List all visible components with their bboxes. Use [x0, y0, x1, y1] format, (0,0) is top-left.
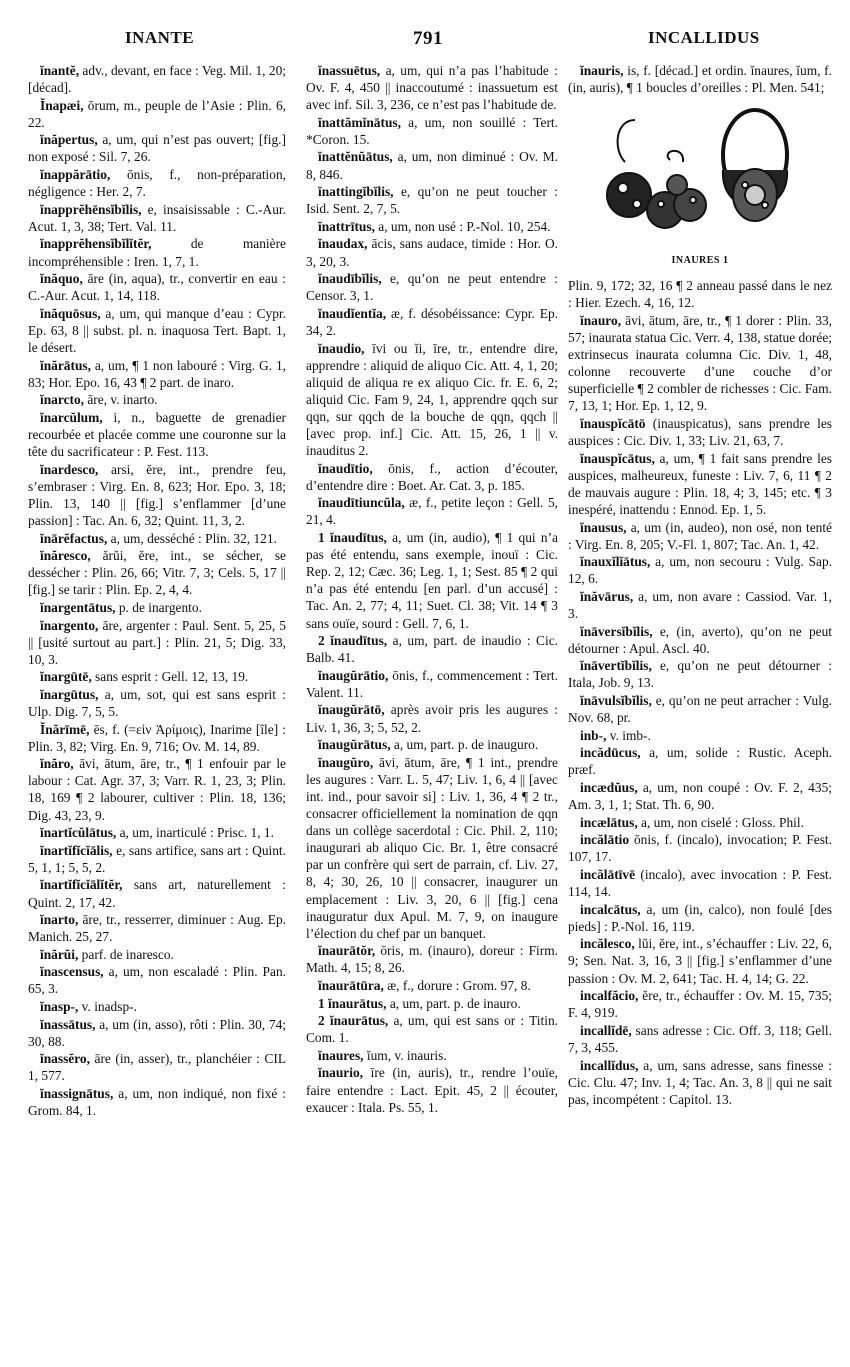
- entry-headword: incălesco,: [580, 936, 635, 952]
- entry-definition: i, n., baguette de grenadier recourbée et placée comme une couronne sur la tête du sacrificateur : P. Fest. 113.: [28, 409, 286, 460]
- entry-definition: (inauspicatus), sans prendre les auspices : Cic. Div. 1, 33; Liv. 21, 63, 7.: [568, 416, 832, 449]
- entry-definition: āre (in, asser), tr., planchéier : CIL 1, 577.: [28, 1051, 286, 1084]
- dictionary-entry: [28, 1016, 286, 1050]
- entry-definition: sans adresse : Cic. Off. 3, 118; Gell. 7, 3, 455.: [568, 1022, 832, 1055]
- entry-headword: ĭnaurātūra,: [318, 977, 384, 993]
- dictionary-entry: [28, 755, 286, 823]
- entry-definition: parf. de inaresco.: [78, 946, 174, 962]
- dictionary-entry: [28, 824, 286, 841]
- entry-headword: ĭnasp-,: [40, 999, 79, 1015]
- figure-caption: INAURES 1: [671, 255, 729, 267]
- entry-definition: a, um, sans adresse, sans finesse : Cic. Clu. 47; Inv. 1, 4; Tac. An. 3, 8 || qui ne sait pas, incompétent : Capitol. 13.: [568, 1057, 832, 1107]
- entry-headword: ĭnauxĭlĭātus,: [580, 554, 651, 570]
- entry-headword: incallĭdē,: [580, 1022, 632, 1038]
- dictionary-entry: [306, 995, 558, 1012]
- dictionary-entry: [28, 97, 286, 131]
- entry-definition: īre (in, auris), tr., rendre l’ouïe, faire entendre : Lact. Epit. 45, 2 || écouter, exaucer : Itala. Ps. 55, 1.: [306, 1065, 558, 1115]
- entry-definition: a, um, part. p. de inauguro.: [390, 737, 539, 753]
- entry-headword: incălātīvē: [580, 866, 636, 882]
- dictionary-entry: [568, 727, 832, 744]
- entry-headword: ĭnattingĭbĭlis,: [318, 184, 394, 200]
- dictionary-entry: [306, 977, 558, 994]
- entry-definition: a, um, inarticulé : Prisc. 1, 1.: [116, 825, 274, 841]
- entry-headword: ĭnargento,: [40, 617, 99, 633]
- dictionary-entry: [306, 1064, 558, 1115]
- dictionary-entry: [568, 553, 832, 587]
- entry-definition: de manière incompréhensible : Iren. 1, 7, 1.: [28, 236, 286, 269]
- entry-definition: a, um, non ciselé : Gloss. Phil.: [637, 814, 804, 830]
- dictionary-entry: [306, 942, 558, 976]
- entry-definition: a, um, non usé : P.-Nol. 10, 254.: [374, 218, 551, 234]
- entry-definition: īvi ou ĭi, īre, tr., entendre dire, apprendre : aliquid de aliquo Cic. Att. 4, 1, 20; aliquid de aliqua re ex aliquo Cic. fr. E. 6, 2; aliquid Cic. Fam 9, 24, 1, apprendre qqch sur qqn, sur qqch de la bouche de qqn, qqch || [avec prop. inf.] Cic. Att. 15, 26, 1 || v. inauditus 2.: [306, 340, 558, 459]
- entry-definition: æ, f., dorure : Grom. 97, 8.: [383, 977, 531, 993]
- entry-headword: ĭnăquo,: [40, 271, 83, 287]
- column-3: [568, 62, 832, 1108]
- entry-definition: āvi, ātum, āre, tr., ¶ 1 enfouir par le labour : Cat. Agr. 37, 3; Varr. R. 1, 23, 3; Plin. 18, 169 ¶ 2 labourer, cultiver : Plin. 18, 136; Dig. 43, 23, 9.: [28, 756, 286, 823]
- dictionary-entry: [568, 692, 832, 726]
- entry-headword: incallĭdus,: [580, 1057, 639, 1073]
- entry-headword: ĭnărātus,: [40, 357, 91, 373]
- dictionary-entry: [28, 617, 286, 668]
- entry-headword: incædŭus,: [580, 780, 638, 795]
- entry-headword: ĭnaures,: [318, 1047, 364, 1063]
- dictionary-entry: [28, 876, 286, 910]
- column-1: [28, 62, 286, 1120]
- entry-headword: ĭnaudĭentĭa,: [318, 305, 387, 321]
- dictionary-entry: [568, 62, 832, 96]
- dictionary-entry: [568, 866, 832, 900]
- column-2: [306, 62, 558, 1116]
- entry-headword: ĭnassignātus,: [40, 1086, 114, 1102]
- entry-headword: ĭnauris,: [580, 63, 624, 78]
- entry-headword: incălātio: [580, 832, 630, 848]
- dictionary-entry: [306, 183, 558, 217]
- entry-definition: a, um, non coupé : Ov. F. 2, 435; Am. 3, 1, 1; Stat. Th. 6, 90.: [568, 780, 832, 813]
- dictionary-entry: [306, 305, 558, 339]
- entry-definition: a, um, non diminué : Ov. M. 8, 846.: [306, 149, 558, 182]
- dictionary-entry: [28, 1050, 286, 1084]
- dictionary-entry: [28, 201, 286, 235]
- entry-definition: e, qu’on ne peut arracher : Vulg. Nov. 68, pr.: [568, 693, 832, 726]
- entry-headword: 1 ĭnaudītus,: [318, 530, 387, 546]
- dictionary-entry: [568, 987, 832, 1021]
- dictionary-entry: [306, 1047, 558, 1064]
- entry-headword: ĭnauro,: [580, 312, 622, 328]
- entry-definition: après avoir pris les augures : Liv. 1, 36, 3; 5, 52, 2.: [306, 702, 558, 735]
- entry-definition: sans art, naturellement : Quint. 2, 17, 42.: [28, 877, 286, 910]
- entry-definition: ēs, f. (=εἰν Ἀρίμοις), Inarime [île] : Plin. 3, 82; Virg. En. 9, 716; Ov. M. 14, 89.: [28, 721, 286, 754]
- entry-headword: ĭnardesco,: [40, 461, 99, 477]
- entry-definition: e, insaisissable : C.-Aur. Acut. 1, 3, 38; Tert. Val. 11.: [28, 201, 286, 234]
- entry-definition: a, um (in, audio), ¶ 1 qui n’a pas été entendu, sans exemple, inouï : Cic. Rep. 2, 12; Cæc. 36; Leg. 1, 1; Sest. 85 ¶ 2 qui n’a pas été entendu [en parl. d’un accusé] : Tac. An. 2, 77; 4, 11; Suet. Cl. 38; Vit. 14 ¶ 3 sans ouïe, sourd : Gell. 7, 6, 1.: [306, 530, 558, 631]
- dictionary-entry: [28, 357, 286, 391]
- page-number: 791: [413, 28, 443, 49]
- entry-headword: ĭnarcto,: [40, 392, 85, 408]
- dictionary-entry: [306, 218, 558, 235]
- entry-definition: a, um, part. de inaudio : Cic. Balb. 41.: [306, 633, 558, 666]
- dictionary-entry: [568, 623, 832, 657]
- dictionary-entry: [306, 754, 558, 942]
- entry-definition: āre, tr., resserrer, diminuer : Aug. Ep. Manich. 25, 27.: [28, 912, 286, 945]
- dictionary-entry: [306, 340, 558, 460]
- dictionary-entry: [28, 1085, 286, 1119]
- dictionary-entry: [306, 235, 558, 269]
- entry-definition: a, um, non avare : Cassiod. Var. 1, 3.: [568, 588, 832, 622]
- entry-headword: ĭnapprĕhēnsĭbĭlis,: [40, 201, 142, 217]
- entry-definition: e, sans artifice, sans art : Quint. 5, 1, 1; 5, 5, 2.: [28, 842, 286, 875]
- entry-definition: æ, f. désobéissance: Cypr. Ep. 34, 2.: [306, 305, 558, 338]
- entry-definition: a, um, non escaladé : Plin. Pan. 65, 3.: [28, 964, 286, 997]
- entry-definition: ōris, m. (inauro), doreur : Firm. Math. 4, 15; 8, 26.: [306, 943, 558, 976]
- entry-headword: ĭnāvertĭbĭlis,: [580, 658, 652, 674]
- entry-headword: ĭnassĕro,: [40, 1051, 90, 1067]
- entry-definition: e, (in, averto), qu’on ne peut détourner : Apul. Ascl. 40.: [568, 623, 832, 656]
- dictionary-entry: [28, 946, 286, 963]
- entry-definition: a, um, qui n’a pas l’habitude : Ov. F. 4, 450 || inaccoutumé : inassuetum est avec inf. Sil. 3, 236, ce n’est pas l’habitude de.: [306, 63, 558, 113]
- dictionary-entry: [568, 450, 832, 518]
- dictionary-entry: [306, 1012, 558, 1046]
- entry-definition: a, um, solide : Rustic. Aceph. præf.: [568, 745, 832, 778]
- entry-headword: ĭnăpertus,: [40, 132, 98, 148]
- entry-headword: ĭnattĕnŭātus,: [318, 149, 393, 165]
- entry-definition: arsi, ĕre, int., prendre feu, s’embraser : Virg. En. 8, 623; Hor. Epo. 3, 18; Plin. 13, 140 || [fig.] s’enflammer [d’une passion] : Tac. An. 6, 32; Quint. 11, 3, 2.: [28, 461, 286, 528]
- dictionary-entry: [306, 114, 558, 148]
- entry-definition: a, um, non souillé : Tert. *Coron. 15.: [306, 114, 558, 147]
- entry-definition: āre, argenter : Paul. Sent. 5, 25, 5 || [usité surtout au part.] : Plin. 21, 5; Dig. 33, 10, 3.: [28, 617, 286, 667]
- entry-definition: ĕre, tr., échauffer : Ov. M. 15, 735; F. 4, 919.: [568, 988, 832, 1021]
- entry-definition: a, um (in, asso), rôti : Plin. 30, 74; 30, 88.: [28, 1016, 286, 1049]
- entry-headword: ĭnăresco,: [40, 548, 91, 564]
- entry-headword: ĭnassuētus,: [318, 63, 381, 78]
- entry-headword: ĭnaudax,: [318, 236, 368, 252]
- dictionary-entry: [28, 599, 286, 616]
- entry-headword: ĭnaurio,: [318, 1065, 364, 1081]
- entry-definition: v. inadsp-.: [78, 999, 137, 1015]
- dictionary-entry: [568, 831, 832, 865]
- entry-headword: incalcātus,: [580, 901, 641, 917]
- dictionary-entry: [28, 963, 286, 997]
- entry-definition: āre, v. inarto.: [84, 392, 158, 408]
- entry-headword: ĭnaudībĭlis,: [318, 271, 382, 287]
- entry-definition: v. imb-.: [606, 727, 651, 743]
- entry-definition: ōnis, f., commencement : Tert. Valent. 11.: [306, 667, 558, 700]
- entry-definition: āvi, ātum, āre, ¶ 1 int., prendre les augures : Varr. L. 5, 47; Liv. 1, 6, 4 || [avec int. ind., pour savoir si] : Liv. 1, 36, 4 ¶ 2 tr., consacrer officiellement la nomination de qqn dans un collège sacerdotal : Cic. Phil. 2, 110; inaugurari ab aliquo Cic. Br. 1, être consacré par un confrère qui sert de parrain, cf. Liv. 27, 8, 4; 30, 26, 10 || consacrer, inaugurer un emplacement : Liv. 3, 20, 6 || [fig.] cena inauguratur dux Apul. M. 7, 9, on inaugure l’élection du chef par un banquet.: [306, 754, 558, 941]
- entry-definition: a, um, qui manque d’eau : Cypr. Ep. 63, 8 || subst. pl. n. inaquosa Tert. Bapt. 1, le désert.: [28, 305, 286, 355]
- dictionary-entry: [28, 391, 286, 408]
- dictionary-entry: [306, 62, 558, 113]
- entry-headword: incădūcus,: [580, 745, 641, 761]
- dictionary-entry: [568, 657, 832, 691]
- dictionary-entry: [28, 547, 286, 598]
- dictionary-entry: [306, 494, 558, 528]
- dictionary-entry: [28, 998, 286, 1015]
- entry-headword: Ĭnărīmē,: [40, 721, 90, 737]
- entry-headword: ĭnartĭcŭlātus,: [40, 825, 117, 841]
- header-right-guideword: INCALLIDUS: [648, 28, 760, 47]
- dictionary-entry: [568, 779, 832, 813]
- entry-headword: ĭnattrītus,: [318, 218, 375, 234]
- dictionary-entry: [306, 632, 558, 666]
- dictionary-entry: [568, 415, 832, 449]
- entry-definition: ōrum, m., peuple de l’Asie : Plin. 6, 22.: [28, 97, 286, 130]
- entry-headword: ĭnauspĭcātō: [580, 416, 646, 432]
- entry-headword: ĭnapprĕhensĭbĭlĭtĕr,: [40, 236, 152, 252]
- entry-headword: ĭnaudio,: [318, 340, 365, 356]
- entry-definition: a, um, ¶ 1 non labouré : Virg. G. 1, 83; Hor. Epo. 16, 43 ¶ 2 part. de inaro.: [28, 357, 286, 390]
- dictionary-entry: [568, 901, 832, 935]
- dictionary-entry: [28, 235, 286, 269]
- dictionary-entry: [28, 461, 286, 529]
- dictionary-entry: [568, 814, 832, 831]
- entry-definition: a, um, part. p. de inauro.: [386, 995, 521, 1011]
- entry-definition: a, um, desséché : Plin. 32, 121.: [107, 530, 277, 546]
- entry-definition: a, um, qui est sans or : Titin. Com. 1.: [306, 1013, 558, 1046]
- entry-headword: ĭnartĭfĭcĭālis,: [40, 842, 113, 858]
- entry-headword: incalfăcio,: [580, 988, 639, 1004]
- entry-definition: lŭi, ĕre, int., s’échauffer : Liv. 22, 6, 9; Sen. Nat. 3, 16, 3 || [fig.] s’enflammer d’une passion : Ov. M. 2, 641; Tac. H. 4, 14; G. 22.: [568, 936, 832, 986]
- entry-headword: ĭnāvulsĭbĭlis,: [580, 693, 652, 709]
- entry-definition: ōnis, f., non-préparation, négligence : Her. 2, 7.: [28, 167, 286, 200]
- entry-headword: ĭnāversĭbĭlis,: [580, 623, 653, 639]
- entry-headword: Ĭnapæi,: [40, 97, 84, 113]
- dictionary-entry: [28, 911, 286, 945]
- entry-headword: ĭnausus,: [580, 519, 627, 535]
- entry-headword: 2 ĭnaurātus,: [318, 1013, 389, 1029]
- entry-definition: adv., devant, en face : Veg. Mil. 1, 20; [décad].: [28, 63, 286, 96]
- earrings-illustration: [568, 100, 832, 269]
- entry-definition: a, um, sot, qui est sans esprit : Ulp. Dig. 7, 5, 5.: [28, 686, 286, 719]
- entry-definition: a, um, ¶ 1 fait sans prendre les auspices, malheureux, funeste : Liv. 7, 6, 11 ¶ 2 de mauvais augure : Plin. 18, 4; 3, 145; etc. ¶ 3 inespéré, inattendu : Ennod. Ep. 1, 5.: [568, 450, 832, 517]
- entry-headword: ĭnăquōsus,: [40, 305, 101, 321]
- dictionary-entry: [568, 277, 832, 311]
- entry-definition: a, um, non indiqué, non fixé : Grom. 84, 1.: [28, 1086, 286, 1119]
- dictionary-entry: [306, 667, 558, 701]
- entry-headword: ĭnargentātus,: [40, 599, 116, 615]
- dictionary-entry: [306, 701, 558, 735]
- entry-headword: ĭnaudītiuncŭla,: [318, 495, 405, 511]
- entry-headword: ĭnaugŭrātus,: [318, 737, 391, 753]
- entry-headword: ĭnassātus,: [40, 1016, 96, 1032]
- entry-definition: e, qu’on ne peut toucher : Isid. Sent. 2, 7, 5.: [306, 184, 558, 217]
- dictionary-entry: [568, 1022, 832, 1056]
- dictionary-entry: [28, 668, 286, 685]
- dictionary-entry: [306, 460, 558, 494]
- entry-headword: ĭnattămĭnātus,: [318, 114, 401, 130]
- entry-headword: ĭnaudītio,: [318, 460, 373, 476]
- entry-definition: ĭum, v. inauris.: [363, 1047, 447, 1063]
- dictionary-entry: [568, 312, 832, 415]
- entry-definition: (incalo), avec invocation : P. Fest. 114, 14.: [568, 866, 832, 900]
- entry-headword: ĭnārĕfactus,: [40, 530, 108, 546]
- dictionary-entry: [568, 744, 832, 778]
- page-header: [0, 28, 850, 58]
- entry-headword: ĭnargūtē,: [40, 669, 92, 685]
- dictionary-entry: [306, 148, 558, 182]
- entry-headword: ĭnăro,: [40, 756, 74, 772]
- entry-definition: ōnis, f., action d’écouter, d’entendre dire : Boet. Ar. Cat. 3, p. 185.: [306, 460, 558, 493]
- entry-headword: ĭnaugŭrātō,: [318, 702, 385, 718]
- dictionary-entry: [28, 270, 286, 304]
- entry-headword: ĭnaurātŏr,: [318, 943, 376, 959]
- dictionary-entry: [306, 270, 558, 304]
- dictionary-entry: [568, 935, 832, 986]
- dictionary-entry: [568, 519, 832, 553]
- entry-headword: incælātus,: [580, 814, 638, 830]
- dictionary-entry: [28, 721, 286, 755]
- entry-headword: ĭnascensus,: [40, 964, 104, 980]
- dictionary-entry: [28, 409, 286, 460]
- entry-headword: 1 ĭnaurātus,: [318, 995, 387, 1011]
- entry-definition: p. de inargento.: [115, 599, 202, 615]
- entry-headword: ĭnarto,: [40, 912, 79, 928]
- entry-definition: a, um, qui n’est pas ouvert; [fig.] non exposé : Sil. 7, 26.: [28, 132, 286, 165]
- dictionary-entry: [28, 530, 286, 547]
- entry-headword: ĭnăvārus,: [580, 588, 634, 604]
- dictionary-entry: [28, 842, 286, 876]
- dictionary-entry: [28, 166, 286, 200]
- entry-headword: ĭnappărātio,: [40, 167, 111, 183]
- entry-definition: e, qu’on ne peut entendre : Censor. 3, 1.: [306, 271, 558, 304]
- dictionary-entry: [306, 736, 558, 753]
- entry-headword: 2 ĭnaudītus,: [318, 633, 388, 649]
- earrings-drawing: [595, 100, 805, 250]
- entry-definition: e, qu’on ne peut détourner : Itala, Job. 9, 13.: [568, 658, 832, 691]
- entry-headword: ĭnauspĭcātus,: [580, 450, 655, 466]
- dictionary-entry: [28, 686, 286, 720]
- entry-headword: ĭnărŭi,: [40, 946, 79, 962]
- entry-definition: Plin. 9, 172; 32, 16 ¶ 2 anneau passé dans le nez : Hier. Ezech. 4, 16, 12.: [568, 278, 832, 311]
- dictionary-entry: [28, 62, 286, 96]
- entry-definition: āre (in, aqua), tr., convertir en eau : C.-Aur. Acut. 1, 14, 118.: [28, 271, 286, 304]
- dictionary-entry: [306, 529, 558, 632]
- entry-definition: ărŭi, ĕre, int., se sécher, se dessécher : Plin. 26, 66; Vitr. 7, 3; Cels. 5, 17 || [fig.] se tarir : Plin. Ep. 2, 4, 4.: [28, 548, 286, 598]
- entry-definition: āvi, ātum, āre, tr., ¶ 1 dorer : Plin. 33, 57; inaurata statua Cic. Verr. 4, 138, statue dorée; extrinsecus inaurata columna Cic. Div. 1, 48, colonne recouverte d’une couche d’or superficielle ¶ 2 combler de richesses : Cic. Fam. 7, 13, 1; Hor. Ep. 1, 12, 9.: [568, 312, 832, 414]
- entry-definition: ōnis, f. (incalo), invocation; P. Fest. 107, 17.: [568, 832, 832, 865]
- entry-headword: ĭnaugŭro,: [318, 754, 374, 770]
- entry-headword: ĭnarcŭlum,: [40, 409, 103, 425]
- entry-headword: inb-,: [580, 727, 607, 743]
- entry-definition: æ, f., petite leçon : Gell. 5, 21, 4.: [306, 495, 558, 528]
- entry-headword: ĭnargūtus,: [40, 686, 99, 702]
- header-left-guideword: INANTE: [125, 28, 195, 47]
- dictionary-entry: [568, 1057, 832, 1108]
- entry-definition: a, um (in, audeo), non osé, non tenté : Virg. En. 8, 205; V.-Fl. 1, 807; Tac. An. 1, 42.: [568, 519, 832, 552]
- dictionary-entry: [28, 131, 286, 165]
- entry-headword: ĭnartĭfĭcĭālĭtĕr,: [40, 877, 123, 893]
- entry-definition: is, f. [décad.] et ordin. ĭnaures, ĭum, f. (in, auris), ¶ 1 boucles d’oreilles : Pl. Men. 541;: [568, 63, 832, 96]
- entry-definition: a, um (in, calco), non foulé [des pieds] : P.-Nol. 16, 119.: [568, 901, 832, 934]
- entry-headword: ĭnantĕ,: [40, 63, 80, 78]
- entry-headword: ĭnaugŭrātio,: [318, 667, 389, 683]
- entry-definition: a, um, non secouru : Vulg. Sap. 12, 6.: [568, 554, 832, 587]
- entry-definition: sans esprit : Gell. 12, 13, 19.: [91, 669, 249, 685]
- entry-definition: ācis, sans audace, timide : Hor. O. 3, 20, 3.: [306, 236, 558, 269]
- dictionary-entry: [568, 588, 832, 622]
- dictionary-entry: [28, 305, 286, 356]
